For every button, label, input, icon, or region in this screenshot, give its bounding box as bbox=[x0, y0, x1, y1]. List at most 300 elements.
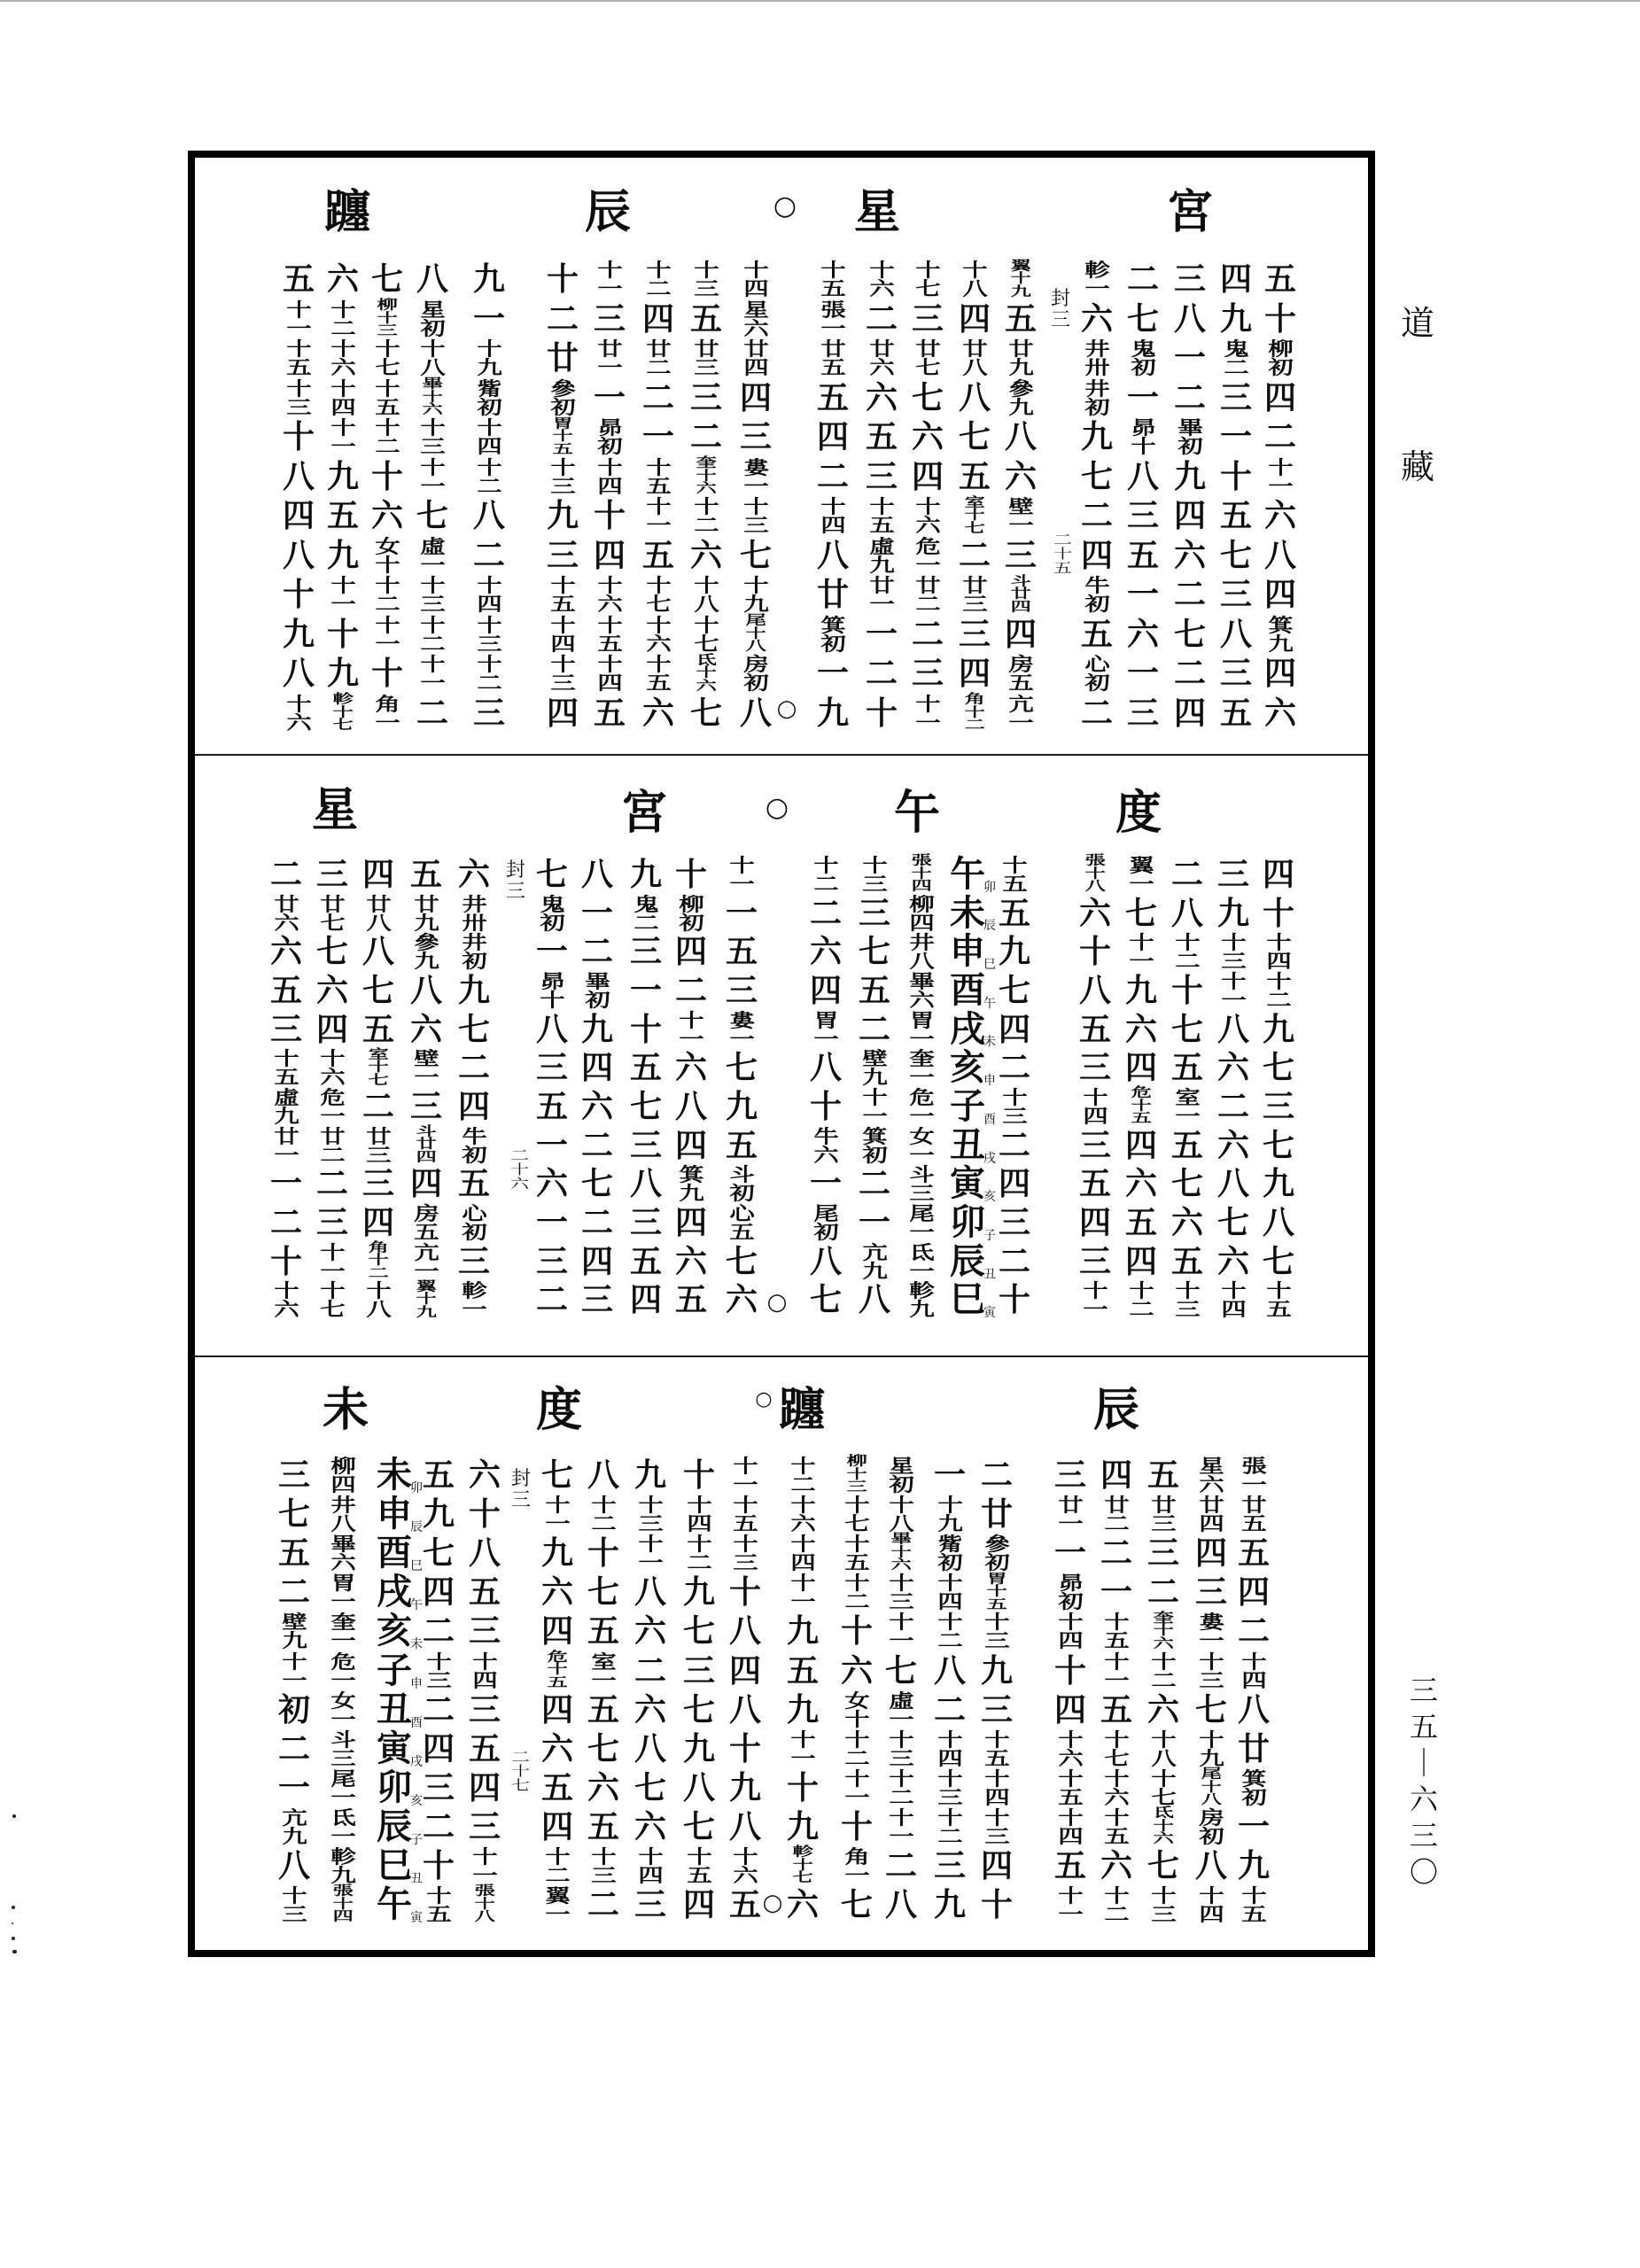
table-cell bbox=[1232, 1690, 1276, 1729]
glyph: 二 bbox=[865, 655, 898, 693]
table-cell bbox=[999, 457, 1043, 497]
glyph: 五 bbox=[409, 855, 442, 893]
table-cell bbox=[356, 1048, 400, 1087]
glyph: 一 bbox=[816, 655, 849, 693]
table-cell bbox=[410, 338, 455, 378]
table-cell bbox=[781, 1846, 825, 1885]
table-cell bbox=[1073, 1242, 1117, 1281]
table-cell bbox=[1168, 338, 1212, 378]
glyph: 四 bbox=[998, 1010, 1030, 1048]
glyph: 四 bbox=[1220, 1298, 1247, 1321]
table-cell bbox=[1232, 1495, 1276, 1534]
glyph: 五 bbox=[1100, 1690, 1132, 1728]
glyph: 初 bbox=[584, 988, 610, 1011]
glyph: 廿 bbox=[1010, 586, 1031, 602]
glyph: 二 bbox=[958, 536, 991, 574]
table-cell bbox=[1121, 260, 1165, 299]
glyph: 三 bbox=[983, 1824, 1010, 1847]
glyph: 十 bbox=[1082, 1279, 1108, 1302]
glyph: 三 bbox=[1078, 1242, 1111, 1280]
table-cell bbox=[804, 932, 848, 971]
table-cell bbox=[535, 1495, 579, 1534]
table-cell bbox=[636, 457, 680, 497]
glyph: 十 bbox=[1220, 931, 1247, 954]
table-cell bbox=[416, 1612, 461, 1651]
glyph: 七 bbox=[1216, 1204, 1249, 1242]
glyph: 四 bbox=[641, 299, 674, 338]
glyph: 三 bbox=[888, 1590, 914, 1613]
table-cell bbox=[1258, 536, 1302, 576]
table-cell bbox=[410, 378, 455, 418]
text-column bbox=[1121, 260, 1165, 733]
glyph: 星 bbox=[419, 298, 446, 321]
table-cell bbox=[1165, 855, 1209, 894]
glyph: 八 bbox=[474, 1909, 495, 1925]
table-cell bbox=[1214, 654, 1258, 694]
table-cell bbox=[734, 338, 778, 378]
table-cell bbox=[928, 1612, 972, 1651]
glyph: 二 bbox=[686, 1551, 712, 1574]
glyph: 四 bbox=[816, 418, 849, 456]
glyph: 亢 bbox=[1007, 692, 1034, 715]
table-cell bbox=[835, 1807, 879, 1846]
table-panel-1 bbox=[195, 158, 1368, 754]
table-cell bbox=[321, 1573, 365, 1612]
table-cell bbox=[719, 894, 764, 933]
table-cell bbox=[636, 694, 680, 734]
table-cell bbox=[677, 1495, 721, 1534]
table-cell bbox=[1165, 971, 1209, 1010]
table-cell bbox=[272, 1768, 316, 1807]
glyph: 七 bbox=[587, 1573, 619, 1612]
glyph: 七 bbox=[843, 1512, 870, 1535]
glyph: 六 bbox=[1124, 1165, 1157, 1203]
glyph: 三 bbox=[937, 1785, 963, 1808]
glyph: 九 bbox=[725, 1087, 758, 1125]
glyph: 二 bbox=[511, 1749, 531, 1765]
glyph: 廿 bbox=[816, 576, 849, 614]
glyph: 二 bbox=[544, 1863, 571, 1886]
table-cell bbox=[410, 417, 455, 457]
text-column bbox=[952, 260, 997, 733]
glyph: 七 bbox=[958, 418, 991, 456]
glyph: 三 bbox=[1173, 260, 1206, 299]
glyph: 七 bbox=[580, 1165, 613, 1203]
table-cell bbox=[905, 654, 950, 694]
table-cell bbox=[575, 1165, 619, 1204]
glyph: 五 bbox=[273, 1066, 299, 1089]
glyph: 六 bbox=[1124, 1010, 1157, 1048]
glyph: 初 bbox=[476, 395, 502, 418]
glyph: 十 bbox=[868, 259, 895, 282]
glyph: 十 bbox=[732, 1533, 758, 1556]
table-cell bbox=[899, 1281, 944, 1320]
table-cell bbox=[467, 457, 511, 497]
table-cell bbox=[781, 1534, 825, 1573]
glyph: 七 bbox=[511, 1777, 531, 1793]
glyph: 五 bbox=[1078, 1010, 1111, 1048]
glyph: 五 bbox=[1237, 1534, 1270, 1573]
glyph: 三 bbox=[1150, 1903, 1177, 1926]
table-cell bbox=[879, 1768, 923, 1807]
table-cell bbox=[321, 1456, 365, 1495]
glyph: 五 bbox=[587, 1690, 619, 1728]
glyph: 十 bbox=[422, 389, 443, 405]
table-cell bbox=[276, 338, 321, 378]
table-cell bbox=[999, 536, 1043, 576]
table-cell bbox=[1258, 378, 1302, 418]
table-cell bbox=[587, 615, 632, 655]
branch-glyph: 戌 bbox=[377, 1571, 412, 1613]
glyph: 五 bbox=[269, 971, 302, 1009]
table-cell bbox=[928, 1885, 972, 1924]
glyph: 十 bbox=[1265, 1279, 1292, 1302]
glyph: 一 bbox=[419, 474, 446, 497]
glyph: 胃 bbox=[552, 416, 573, 431]
glyph: 初 bbox=[1084, 395, 1110, 418]
table-cell bbox=[723, 1612, 767, 1651]
glyph: 五 bbox=[629, 1242, 662, 1280]
glyph: 廿 bbox=[319, 892, 346, 915]
table-cell bbox=[467, 299, 511, 339]
glyph: 十 bbox=[809, 1087, 842, 1125]
table-cell bbox=[992, 1010, 1037, 1049]
glyph: 十 bbox=[1010, 271, 1031, 286]
table-cell bbox=[899, 1010, 944, 1049]
table-cell bbox=[999, 299, 1043, 339]
table-cell bbox=[859, 299, 904, 339]
glyph: 三 bbox=[908, 1182, 935, 1205]
table-cell bbox=[852, 1087, 897, 1126]
glyph: 三 bbox=[590, 1863, 617, 1886]
glyph: 二 bbox=[843, 1590, 870, 1613]
glyph: 十 bbox=[1103, 1650, 1130, 1673]
table-cell bbox=[1258, 417, 1302, 457]
glyph: 三 bbox=[865, 457, 898, 495]
glyph: 一 bbox=[637, 1551, 664, 1574]
table-cell bbox=[272, 1690, 316, 1729]
glyph: 柳 bbox=[678, 892, 704, 915]
text-column bbox=[899, 855, 944, 1319]
glyph: 八 bbox=[1004, 418, 1037, 456]
table-cell bbox=[1189, 1651, 1233, 1689]
glyph: 八 bbox=[693, 593, 719, 616]
table-cell bbox=[535, 1612, 579, 1651]
table-cell bbox=[636, 615, 680, 655]
table-cell bbox=[1075, 615, 1119, 655]
glyph: 七 bbox=[884, 1651, 917, 1689]
glyph: 一 bbox=[1100, 1573, 1132, 1612]
glyph: 七 bbox=[1126, 299, 1159, 338]
glyph: 五 bbox=[786, 1651, 819, 1689]
glyph: 六 bbox=[641, 694, 674, 732]
table-cell bbox=[321, 1495, 365, 1534]
glyph: 五 bbox=[858, 971, 890, 1009]
table-cell bbox=[928, 1534, 972, 1573]
table-cell bbox=[975, 1573, 1019, 1612]
table-cell bbox=[952, 654, 997, 694]
table-cell bbox=[587, 260, 632, 299]
glyph: 危 bbox=[1131, 1085, 1152, 1101]
table-cell bbox=[462, 1573, 507, 1612]
table-cell bbox=[1211, 1010, 1255, 1049]
glyph: 二 bbox=[472, 536, 505, 574]
glyph: 廿 bbox=[1240, 1494, 1267, 1517]
branch-subscript: 辰 bbox=[410, 1520, 423, 1535]
glyph: 四 bbox=[1263, 378, 1296, 416]
glyph: 十 bbox=[843, 1572, 870, 1595]
text-column bbox=[410, 260, 455, 733]
glyph: 五 bbox=[958, 457, 991, 495]
table-cell bbox=[804, 1126, 848, 1165]
glyph: 尾 bbox=[745, 613, 766, 628]
table-cell bbox=[1141, 1651, 1185, 1689]
table-cell bbox=[905, 338, 950, 378]
glyph: 十 bbox=[742, 495, 769, 518]
glyph: 心 bbox=[461, 1202, 487, 1225]
table-cell bbox=[1075, 338, 1119, 378]
text-column bbox=[1232, 1456, 1276, 1924]
table-cell bbox=[669, 855, 713, 894]
table-cell bbox=[535, 1807, 579, 1846]
table-cell bbox=[1048, 1456, 1092, 1495]
column-header: 午 bbox=[893, 786, 940, 840]
glyph: 九 bbox=[678, 1182, 704, 1205]
glyph: 八 bbox=[282, 457, 315, 495]
table-cell bbox=[530, 1281, 574, 1320]
branch-glyph: 卯 bbox=[377, 1766, 412, 1808]
glyph: 十 bbox=[728, 1573, 761, 1612]
text-column bbox=[719, 855, 764, 1319]
glyph: 一 bbox=[1057, 1512, 1084, 1535]
glyph: 四 bbox=[330, 1473, 356, 1496]
glyph: 胃 bbox=[330, 1572, 356, 1595]
table-cell bbox=[581, 1534, 626, 1573]
text-column bbox=[587, 260, 632, 733]
glyph: 三 bbox=[682, 1651, 715, 1689]
glyph: 二 bbox=[535, 1281, 568, 1319]
table-cell bbox=[368, 1573, 421, 1612]
glyph: 五 bbox=[1103, 1824, 1130, 1847]
glyph: 三 bbox=[1126, 694, 1159, 732]
table-cell bbox=[636, 575, 680, 615]
glyph: 三 bbox=[1078, 1126, 1111, 1164]
glyph: 十 bbox=[693, 259, 719, 282]
glyph: 一 bbox=[843, 1863, 870, 1886]
glyph: 九 bbox=[580, 1010, 613, 1048]
table-cell bbox=[452, 1203, 496, 1242]
table-cell bbox=[811, 299, 855, 339]
glyph: 十 bbox=[888, 1611, 914, 1634]
glyph: 一 bbox=[1219, 418, 1252, 456]
glyph: 二 bbox=[911, 615, 944, 653]
glyph: 十 bbox=[914, 692, 941, 715]
text-column bbox=[1075, 260, 1119, 733]
table-cell bbox=[781, 1807, 825, 1846]
table-cell bbox=[310, 971, 354, 1010]
glyph: 四 bbox=[580, 1049, 613, 1087]
table-cell bbox=[1211, 1203, 1255, 1242]
glyph: 五 bbox=[1265, 1298, 1292, 1321]
text-column bbox=[272, 1456, 316, 1924]
glyph: 十 bbox=[682, 1456, 715, 1495]
text-column bbox=[992, 855, 1037, 1319]
table-cell bbox=[624, 1087, 668, 1126]
glyph: 三 bbox=[1150, 1512, 1177, 1535]
glyph: 十 bbox=[983, 1728, 1010, 1751]
glyph: 九 bbox=[933, 1886, 966, 1924]
glyph: 三 bbox=[858, 894, 890, 932]
glyph: 一 bbox=[544, 1512, 571, 1535]
glyph: 昴 bbox=[1130, 416, 1156, 439]
glyph: 十 bbox=[888, 1806, 914, 1829]
glyph: 房 bbox=[1198, 1806, 1224, 1829]
glyph: 十 bbox=[539, 988, 565, 1011]
table-cell bbox=[1256, 1281, 1301, 1320]
table-cell bbox=[624, 1048, 668, 1087]
glyph: 十 bbox=[1078, 933, 1111, 971]
table-cell bbox=[581, 1729, 626, 1768]
glyph: 十 bbox=[1267, 455, 1294, 478]
glyph: 五 bbox=[1170, 1049, 1203, 1087]
table-cell bbox=[404, 1278, 448, 1320]
glyph: 一 bbox=[1128, 950, 1154, 973]
glyph: 軫 bbox=[332, 692, 354, 707]
table-cell bbox=[587, 654, 632, 694]
table-cell bbox=[321, 1534, 365, 1573]
glyph: 二 bbox=[674, 971, 707, 1009]
glyph: 婁 bbox=[1198, 1611, 1224, 1634]
table-cell bbox=[905, 299, 950, 339]
glyph: 十 bbox=[330, 416, 356, 439]
glyph: 井 bbox=[461, 892, 487, 915]
glyph: 六 bbox=[319, 1066, 346, 1089]
table-cell bbox=[852, 1126, 897, 1165]
glyph: 十 bbox=[330, 574, 356, 597]
table-cell bbox=[575, 971, 619, 1010]
table-cell bbox=[1168, 496, 1212, 536]
glyph: 井 bbox=[1084, 338, 1110, 361]
table-cell bbox=[941, 932, 994, 971]
glyph: 十 bbox=[511, 1763, 531, 1779]
table-cell bbox=[723, 1690, 767, 1729]
table-cell bbox=[356, 1165, 400, 1204]
glyph: 十 bbox=[596, 613, 623, 636]
text-column bbox=[1168, 260, 1212, 733]
glyph: 一 bbox=[1057, 1903, 1084, 1926]
scan-speck bbox=[12, 1937, 15, 1940]
glyph: 廿 bbox=[693, 338, 719, 361]
table-cell bbox=[835, 1534, 879, 1573]
glyph: 八 bbox=[361, 933, 394, 971]
table-cell bbox=[1258, 457, 1302, 497]
table-cell bbox=[1075, 417, 1119, 457]
glyph: 六 bbox=[596, 593, 623, 616]
glyph: 二 bbox=[580, 1204, 613, 1242]
branch-subscript: 子 bbox=[983, 1228, 996, 1243]
glyph: 廿 bbox=[596, 338, 623, 361]
glyph: 尾 bbox=[908, 1202, 935, 1225]
table-cell bbox=[1094, 1690, 1139, 1729]
glyph: 鬼 bbox=[1130, 338, 1156, 361]
table-cell bbox=[677, 1768, 721, 1807]
glyph: 十 bbox=[476, 416, 502, 439]
table-cell bbox=[368, 1456, 421, 1495]
glyph: 五 bbox=[413, 1221, 439, 1244]
glyph: 十 bbox=[1150, 1650, 1177, 1673]
glyph: 八 bbox=[884, 1886, 917, 1924]
glyph: 十 bbox=[281, 1884, 307, 1907]
glyph: 一 bbox=[330, 1629, 356, 1652]
glyph: 三 bbox=[629, 1126, 662, 1164]
glyph: 六 bbox=[285, 711, 312, 734]
glyph: 三 bbox=[281, 1903, 307, 1926]
glyph: 七 bbox=[319, 1298, 346, 1321]
table-cell bbox=[852, 1165, 897, 1204]
table-cell bbox=[992, 855, 1037, 894]
table-cell bbox=[804, 855, 848, 894]
glyph: 十 bbox=[911, 866, 932, 882]
glyph: 四 bbox=[789, 1551, 816, 1574]
column-header: 辰 bbox=[584, 185, 631, 239]
table-cell bbox=[1119, 1165, 1163, 1204]
table-cell bbox=[628, 1612, 672, 1651]
glyph: 三 bbox=[998, 1204, 1030, 1242]
glyph: 十 bbox=[587, 1534, 619, 1573]
glyph: 氐 bbox=[908, 1240, 935, 1263]
table-cell bbox=[1232, 1885, 1276, 1924]
table-cell bbox=[540, 260, 585, 299]
glyph: 四 bbox=[908, 911, 935, 934]
glyph: 一 bbox=[868, 593, 895, 616]
table-cell bbox=[276, 260, 321, 299]
table-cell bbox=[356, 1087, 400, 1126]
glyph: 二 bbox=[1126, 260, 1159, 299]
glyph: 危 bbox=[547, 1649, 568, 1665]
table-cell bbox=[1258, 299, 1302, 339]
glyph: 十 bbox=[285, 338, 312, 361]
table-cell bbox=[1168, 536, 1212, 576]
table-cell bbox=[723, 1885, 767, 1924]
annotation-top bbox=[502, 860, 529, 903]
glyph: 十 bbox=[1131, 1098, 1152, 1114]
circle-mark: ○ bbox=[773, 190, 797, 221]
branch-subscript: 亥 bbox=[410, 1793, 423, 1808]
glyph: 星 bbox=[1198, 1455, 1224, 1478]
table-cell bbox=[941, 1239, 996, 1282]
glyph: 四 bbox=[629, 1281, 662, 1319]
circle-mark: ○ bbox=[766, 1289, 788, 1316]
glyph: 五 bbox=[1057, 1785, 1084, 1808]
text-column bbox=[321, 1456, 365, 1924]
text-column bbox=[575, 855, 619, 1319]
glyph: 十 bbox=[742, 259, 769, 282]
glyph: 十 bbox=[549, 574, 576, 597]
table-cell bbox=[1189, 1690, 1233, 1729]
table-cell bbox=[628, 1534, 672, 1573]
glyph: 三 bbox=[510, 1489, 531, 1511]
text-column bbox=[636, 260, 680, 733]
glyph: 十 bbox=[843, 1728, 870, 1751]
table-cell bbox=[272, 1495, 316, 1534]
text-column bbox=[467, 260, 511, 733]
glyph: 井 bbox=[461, 931, 487, 954]
glyph: 星 bbox=[742, 298, 769, 321]
table-cell bbox=[975, 1807, 1019, 1846]
glyph: 八 bbox=[961, 277, 988, 300]
glyph: 九 bbox=[1237, 1846, 1270, 1884]
glyph: 四 bbox=[1198, 1903, 1224, 1926]
